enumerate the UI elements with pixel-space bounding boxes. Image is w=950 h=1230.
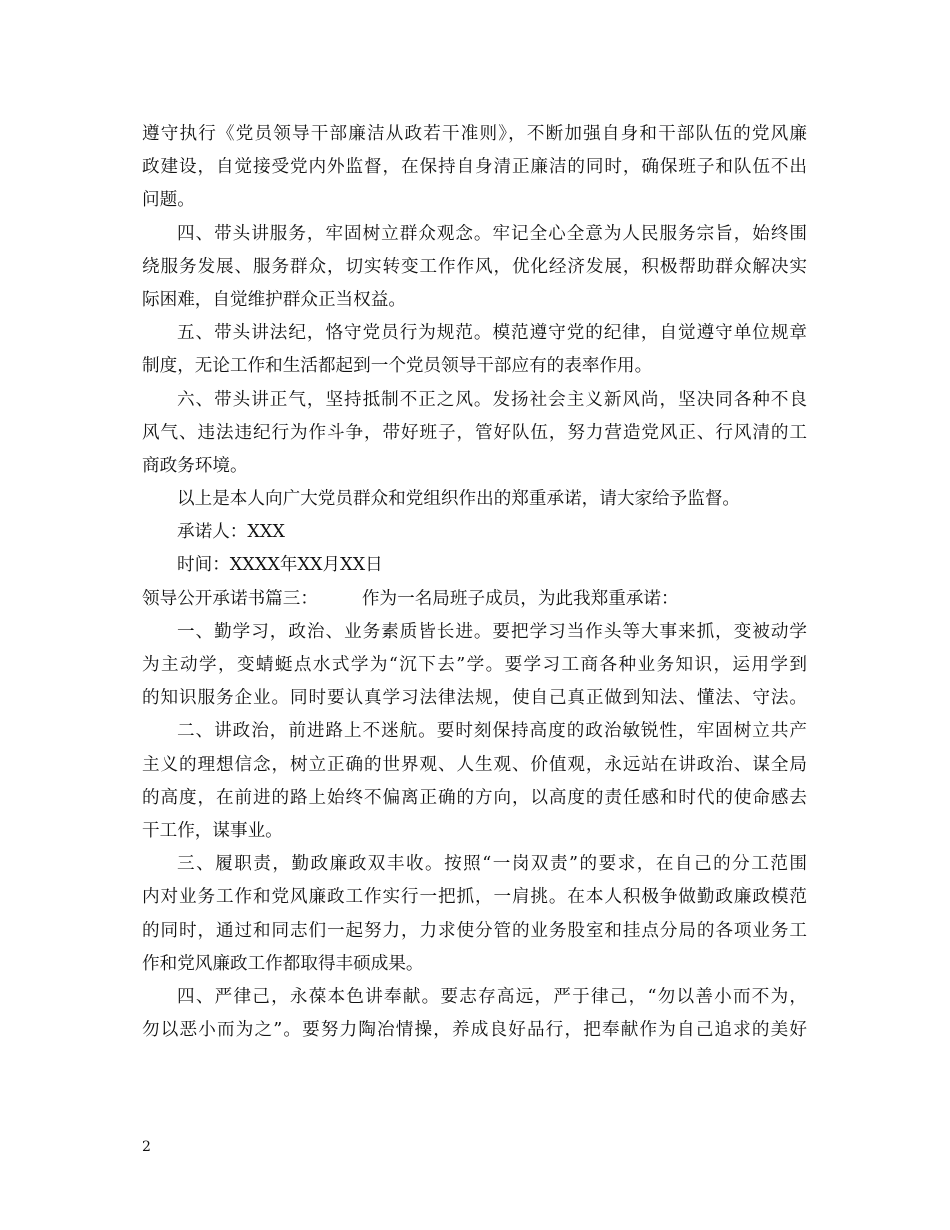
body-text: [142, 118, 807, 1047]
text-line: 商政务环境。: [142, 455, 248, 476]
text-line: 六、带头讲正气，坚持抵制不正之风。发扬社会主义新风尚，坚决同各种不良: [177, 389, 807, 410]
text-line: 时间：XXXX年XX月XX日: [177, 555, 383, 576]
text-line: 为主动学，变蜻蜓点水式学为“沉下去”学。要学习工商各种业务知识，运用学到: [142, 655, 807, 675]
text-line: 的知识服务企业。同时要认真学习法律法规，使自己真正做到知法、懂法、守法。: [142, 688, 807, 709]
text-line: 政建设，自觉接受党内外监督，在保持自身清正廉洁的同时，确保班子和队伍不出: [142, 157, 807, 178]
text-line: 内对业务工作和党风廉政工作实行一把抓，一肩挑。在本人积极争做勤政廉政模范: [142, 887, 807, 908]
text-line: 际困难，自觉维护群众正当权益。: [142, 289, 406, 310]
text-line: 制度，无论工作和生活都起到一个党员领导干部应有的表率作用。: [142, 356, 653, 377]
text-line: 绕服务发展、服务群众，切实转变工作作风，优化经济发展，积极帮助群众解决实: [142, 256, 807, 277]
text-line: 干工作，谋事业。: [142, 820, 283, 841]
text-line: 作和党风廉政工作都取得丰硕成果。: [142, 953, 424, 974]
text-line: 承诺人：XXX: [177, 522, 285, 543]
text-line: 的同时，通过和同志们一起努力，力求使分管的业务股室和挂点分局的各项业务工: [142, 920, 807, 941]
text-line: 问题。: [142, 190, 195, 211]
text-line: 的高度，在前进的路上始终不偏离正确的方向，以高度的责任感和时代的使命感去: [142, 787, 807, 808]
text-line: 一、勤学习，政治、业务素质皆长进。要把学习当作头等大事来抓，变被动学: [177, 621, 807, 642]
text-line: 五、带头讲法纪，恪守党员行为规范。模范遵守党的纪律，自觉遵守单位规章: [177, 323, 807, 344]
text-line: 遵守执行《党员领导干部廉洁从政若干准则》，不断加强自身和干部队伍的党风廉: [142, 124, 807, 144]
text-line: 领导公开承诺书篇三： 作为一名局班子成员，为此我郑重承诺：: [142, 588, 679, 609]
text-line: 二、讲政治，前进路上不迷航。要时刻保持高度的政治敏锐性，牢固树立共产: [177, 721, 807, 742]
text-line: 四、带头讲服务，牢固树立群众观念。牢记全心全意为人民服务宗旨，始终围: [177, 223, 807, 244]
text-line: 主义的理想信念，树立正确的世界观、人生观、价值观，永远站在讲政治、谋全局: [142, 754, 807, 775]
text-line: 风气、违法违纪行为作斗争，带好班子，管好队伍，努力营造党风正、行风清的工: [142, 422, 807, 443]
page-number: 2: [142, 1139, 151, 1155]
text-line: 三、履职责，勤政廉政双丰收。按照“一岗双责”的要求，在自己的分工范围: [177, 854, 807, 875]
text-line: 四、严律己，永葆本色讲奉献。要志存高远，严于律己，“勿以善小而不为，: [177, 986, 807, 1007]
text-line: 勿以恶小而为之”。要努力陶冶情操，养成良好品行，把奉献作为自己追求的美好: [142, 1020, 807, 1041]
text-line: 以上是本人向广大党员群众和党组织作出的郑重承诺，请大家给予监督。: [177, 489, 741, 510]
